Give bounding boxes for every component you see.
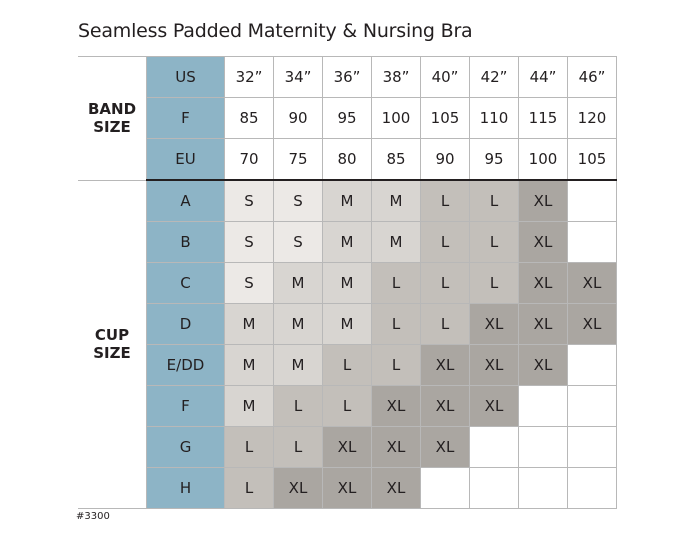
size-cell: L xyxy=(470,222,519,263)
band-value-cell: 90 xyxy=(274,98,323,139)
size-cell: XL xyxy=(323,427,372,468)
size-cell: XL xyxy=(519,345,568,386)
band-value-cell: 105 xyxy=(568,139,617,181)
band-value-cell: 38” xyxy=(372,57,421,98)
size-cell: S xyxy=(225,180,274,222)
size-cell: XL xyxy=(372,386,421,427)
cup-row xyxy=(78,304,617,345)
size-cell: XL xyxy=(519,304,568,345)
size-cell xyxy=(568,427,617,468)
cup-row xyxy=(78,180,617,222)
band-row-header: F xyxy=(147,98,225,139)
chart-title: Seamless Padded Maternity & Nursing Bra xyxy=(78,20,473,42)
size-cell: L xyxy=(274,386,323,427)
size-cell: L xyxy=(470,180,519,222)
cup-size-label xyxy=(78,180,147,509)
band-size-label-line-2: SIZE xyxy=(93,118,131,137)
cup-size-label-line-2: SIZE xyxy=(93,344,131,363)
size-cell: L xyxy=(323,345,372,386)
size-cell xyxy=(470,427,519,468)
cup-row-header: G xyxy=(147,427,225,468)
size-cell: M xyxy=(323,304,372,345)
size-cell: XL xyxy=(372,468,421,509)
band-value-cell: 100 xyxy=(372,98,421,139)
band-row-header: US xyxy=(147,57,225,98)
size-cell: L xyxy=(421,304,470,345)
size-cell xyxy=(568,180,617,222)
size-cell: M xyxy=(323,222,372,263)
size-cell: L xyxy=(421,180,470,222)
size-chart-table xyxy=(78,56,617,509)
size-cell: XL xyxy=(519,263,568,304)
size-cell: L xyxy=(372,345,421,386)
size-cell: L xyxy=(470,263,519,304)
size-cell: S xyxy=(225,263,274,304)
cup-row-header: D xyxy=(147,304,225,345)
cup-row-header: A xyxy=(147,180,225,222)
cup-row xyxy=(78,222,617,263)
size-cell: XL xyxy=(274,468,323,509)
band-row-header: EU xyxy=(147,139,225,181)
size-cell: XL xyxy=(568,304,617,345)
band-row xyxy=(78,57,617,98)
band-value-cell: 34” xyxy=(274,57,323,98)
band-value-cell: 95 xyxy=(470,139,519,181)
size-cell: XL xyxy=(421,386,470,427)
size-cell: S xyxy=(274,222,323,263)
size-cell: M xyxy=(323,180,372,222)
size-cell: M xyxy=(323,263,372,304)
size-cell: XL xyxy=(421,427,470,468)
size-cell: L xyxy=(372,304,421,345)
band-value-cell: 90 xyxy=(421,139,470,181)
size-cell: XL xyxy=(421,345,470,386)
size-cell: XL xyxy=(519,180,568,222)
band-size-label-line-1: BAND xyxy=(87,100,137,119)
size-cell: M xyxy=(225,345,274,386)
band-value-cell: 120 xyxy=(568,98,617,139)
band-size-label xyxy=(78,57,147,181)
size-cell xyxy=(568,386,617,427)
size-cell: M xyxy=(274,345,323,386)
size-cell: M xyxy=(372,222,421,263)
size-cell: XL xyxy=(519,222,568,263)
cup-row-header: F xyxy=(147,386,225,427)
size-cell: M xyxy=(225,386,274,427)
size-cell: XL xyxy=(323,468,372,509)
size-cell xyxy=(470,468,519,509)
band-value-cell: 85 xyxy=(372,139,421,181)
cup-row-header: C xyxy=(147,263,225,304)
band-value-cell: 95 xyxy=(323,98,372,139)
size-cell: L xyxy=(421,263,470,304)
size-cell: L xyxy=(323,386,372,427)
size-cell: L xyxy=(225,427,274,468)
band-value-cell: 110 xyxy=(470,98,519,139)
size-cell: L xyxy=(225,468,274,509)
size-cell xyxy=(568,222,617,263)
size-cell xyxy=(568,345,617,386)
cup-row xyxy=(78,345,617,386)
cup-row-header: B xyxy=(147,222,225,263)
cup-row-header: E/DD xyxy=(147,345,225,386)
band-row xyxy=(78,98,617,139)
size-cell xyxy=(568,468,617,509)
size-cell: L xyxy=(421,222,470,263)
band-value-cell: 70 xyxy=(225,139,274,181)
size-cell: M xyxy=(274,304,323,345)
band-row xyxy=(78,139,617,181)
band-value-cell: 40” xyxy=(421,57,470,98)
size-cell: M xyxy=(274,263,323,304)
size-cell xyxy=(421,468,470,509)
band-value-cell: 46” xyxy=(568,57,617,98)
size-cell: S xyxy=(274,180,323,222)
band-value-cell: 75 xyxy=(274,139,323,181)
cup-size-label-line-1: CUP xyxy=(94,326,130,345)
size-cell: L xyxy=(372,263,421,304)
size-cell xyxy=(519,427,568,468)
cup-row xyxy=(78,386,617,427)
cup-row xyxy=(78,427,617,468)
size-cell: XL xyxy=(470,386,519,427)
size-cell: XL xyxy=(470,304,519,345)
size-cell xyxy=(519,468,568,509)
band-value-cell: 105 xyxy=(421,98,470,139)
cup-row-header: H xyxy=(147,468,225,509)
size-cell: S xyxy=(225,222,274,263)
size-cell: M xyxy=(225,304,274,345)
product-code: #3300 xyxy=(76,511,110,522)
band-value-cell: 115 xyxy=(519,98,568,139)
cup-row xyxy=(78,468,617,509)
size-cell: XL xyxy=(372,427,421,468)
band-value-cell: 80 xyxy=(323,139,372,181)
cup-row xyxy=(78,263,617,304)
band-value-cell: 32” xyxy=(225,57,274,98)
size-cell: M xyxy=(372,180,421,222)
band-value-cell: 36” xyxy=(323,57,372,98)
size-cell: L xyxy=(274,427,323,468)
band-value-cell: 44” xyxy=(519,57,568,98)
band-value-cell: 100 xyxy=(519,139,568,181)
size-cell: XL xyxy=(470,345,519,386)
size-cell xyxy=(519,386,568,427)
band-value-cell: 85 xyxy=(225,98,274,139)
band-value-cell: 42” xyxy=(470,57,519,98)
size-cell: XL xyxy=(568,263,617,304)
